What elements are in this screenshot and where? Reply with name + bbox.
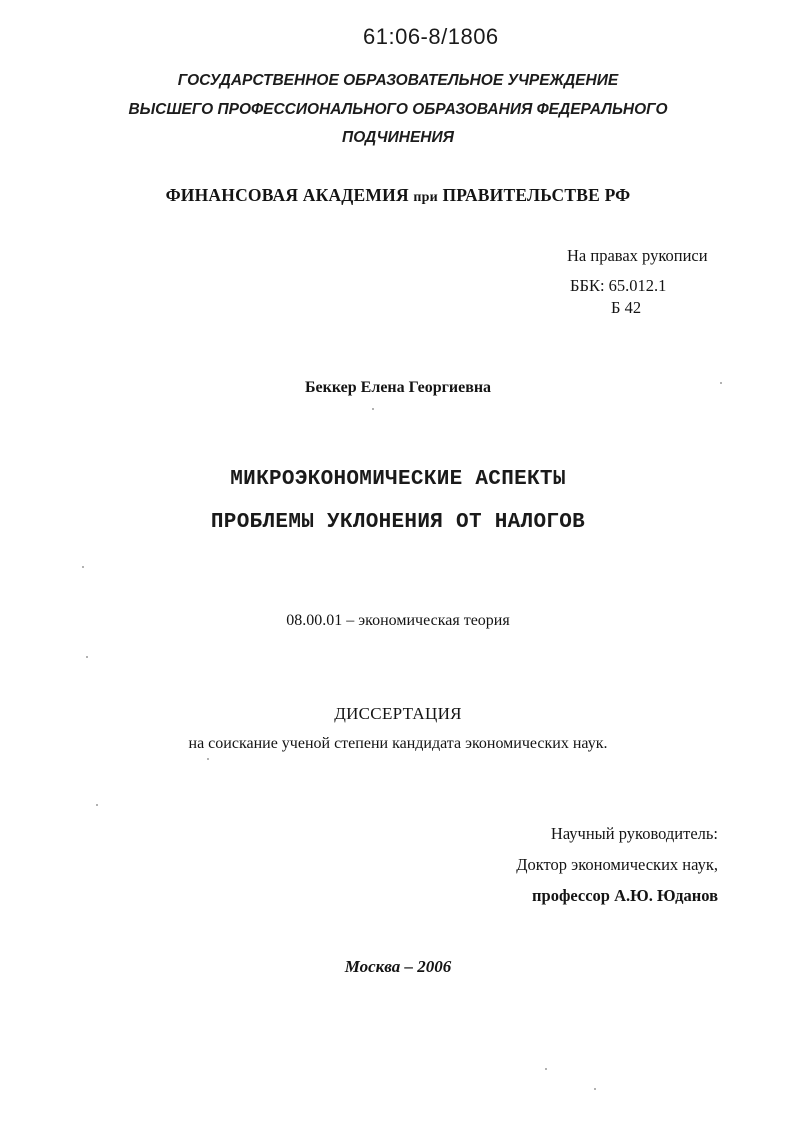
scan-speck	[82, 566, 84, 568]
scan-speck	[207, 758, 209, 760]
institution-line-2: ВЫСШЕГО ПРОФЕССИОНАЛЬНОГО ОБРАЗОВАНИЯ ФЕДЕРАЛЬНОГО	[128, 101, 668, 118]
supervisor-degree: Доктор экономических наук,	[516, 855, 718, 874]
supervisor-name: профессор А.Ю. Юданов	[532, 886, 718, 905]
institution-line-1: ГОСУДАРСТВЕННОЕ ОБРАЗОВАТЕЛЬНОЕ УЧРЕЖДЕНИЕ	[177, 72, 619, 89]
academy-name	[0, 185, 796, 206]
bbk-code: ББК: 65.012.1	[570, 276, 667, 295]
specialty-code: 08.00.01 – экономическая теория	[286, 612, 510, 629]
author-mark: Б 42	[611, 298, 642, 317]
academy-name-part-3: ПРАВИТЕЛЬСТВЕ РФ	[442, 185, 631, 205]
academy-name-part-1: ФИНАНСОВАЯ АКАДЕМИЯ	[165, 185, 409, 205]
institution-line-3: ПОДЧИНЕНИЯ	[342, 129, 454, 146]
scan-speck	[545, 1068, 547, 1070]
scan-speck	[372, 408, 374, 410]
dissertation-heading: ДИССЕРТАЦИЯ	[334, 704, 462, 723]
title-line-1: МИКРОЭКОНОМИЧЕСКИЕ АСПЕКТЫ	[230, 468, 566, 491]
scan-speck	[96, 804, 98, 806]
manuscript-rights: На правах рукописи	[567, 246, 708, 265]
city-year: Москва – 2006	[344, 957, 452, 976]
degree-line: на соискание ученой степени кандидата экономических наук.	[188, 735, 608, 752]
supervisor-label: Научный руководитель:	[550, 824, 718, 843]
catalog-stamp: 61:06-8/1806	[363, 24, 499, 49]
scan-speck	[86, 656, 88, 658]
scan-speck	[594, 1088, 596, 1090]
title-line-2: ПРОБЛЕМЫ УКЛОНЕНИЯ ОТ НАЛОГОВ	[210, 511, 586, 534]
scan-speck	[720, 382, 722, 384]
academy-name-part-2: при	[413, 190, 438, 205]
author-name: Беккер Елена Георгиевна	[304, 379, 492, 396]
